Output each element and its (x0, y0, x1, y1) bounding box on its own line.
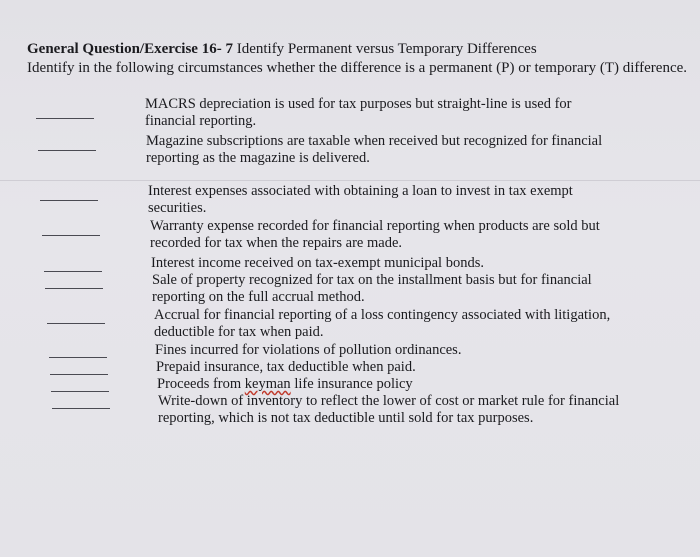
statement-2 (146, 133, 666, 167)
statement-6-line1: Sale of property recognized for tax on the installment basis but for financial (152, 272, 592, 288)
statement-9 (156, 359, 676, 376)
statement-6-line2: reporting on the full accrual method. (152, 289, 365, 305)
statement-6 (152, 272, 672, 306)
page-fold-line (0, 180, 700, 181)
statement-8 (155, 342, 675, 359)
statement-7 (154, 307, 674, 341)
statement-4-line2: recorded for tax when the repairs are made. (150, 235, 403, 251)
spellcheck-flagged-word[interactable]: keyman (244, 376, 291, 392)
statement-4-line1: Warranty expense recorded for financial reporting when products are sold but (150, 218, 600, 234)
statement-11 (158, 393, 678, 427)
statement-3-line2: securities. (148, 200, 207, 216)
statement-3-line1: Interest expenses associated with obtaining a loan to invest in tax exempt (148, 183, 573, 199)
statement-10 (157, 376, 677, 393)
statement-5-line1: Interest income received on tax-exempt municipal bonds. (151, 255, 484, 271)
statement-7-line2: deductible for tax when paid. (154, 324, 324, 340)
statement-10-pre: Proceeds from (157, 376, 245, 392)
statement-4 (150, 218, 670, 252)
exercise-title (27, 40, 537, 59)
statement-9-line1: Prepaid insurance, tax deductible when paid. (156, 359, 416, 375)
answer-blank-9[interactable] (50, 374, 108, 375)
statement-2-line2: reporting as the magazine is delivered. (146, 150, 370, 166)
answer-blank-4[interactable] (42, 235, 100, 236)
statement-8-line1: Fines incurred for violations of pollution ordinances. (155, 342, 462, 358)
statement-5 (151, 255, 671, 272)
answer-blank-1[interactable] (36, 118, 94, 119)
answer-blank-3[interactable] (40, 200, 98, 201)
statement-2-line1: Magazine subscriptions are taxable when received but recognized for financial (146, 133, 603, 149)
statement-1-line1: MACRS depreciation is used for tax purposes but straight-line is used for (145, 96, 572, 112)
answer-blank-6[interactable] (45, 288, 103, 289)
statement-10-post: life insurance policy (290, 376, 413, 392)
statement-3 (148, 183, 668, 217)
answer-blank-7[interactable] (47, 323, 105, 324)
statement-1-line2: financial reporting. (145, 113, 257, 129)
statement-1 (145, 96, 665, 130)
answer-blank-10[interactable] (51, 391, 109, 392)
exercise-title-rest: Identify Permanent versus Temporary Differences (232, 41, 537, 57)
answer-blank-2[interactable] (38, 150, 96, 151)
statement-7-line1: Accrual for financial reporting of a loss contingency associated with litigation, (154, 307, 611, 323)
answer-blank-5[interactable] (44, 271, 102, 272)
statement-10-line1 (157, 376, 677, 393)
answer-blank-8[interactable] (49, 357, 107, 358)
statement-11-line1: Write-down of inventory to reflect the lower of cost or market rule for financial (158, 393, 620, 409)
answer-blank-11[interactable] (52, 408, 110, 409)
statement-11-line2: reporting, which is not tax deductible until sold for tax purposes. (158, 410, 534, 426)
exercise-instructions: Identify in the following circumstances whether the difference is a permanent (P) or temporary (T) difference. (27, 60, 688, 76)
exercise-title-bold: General Question/Exercise 16- 7 (27, 41, 233, 57)
